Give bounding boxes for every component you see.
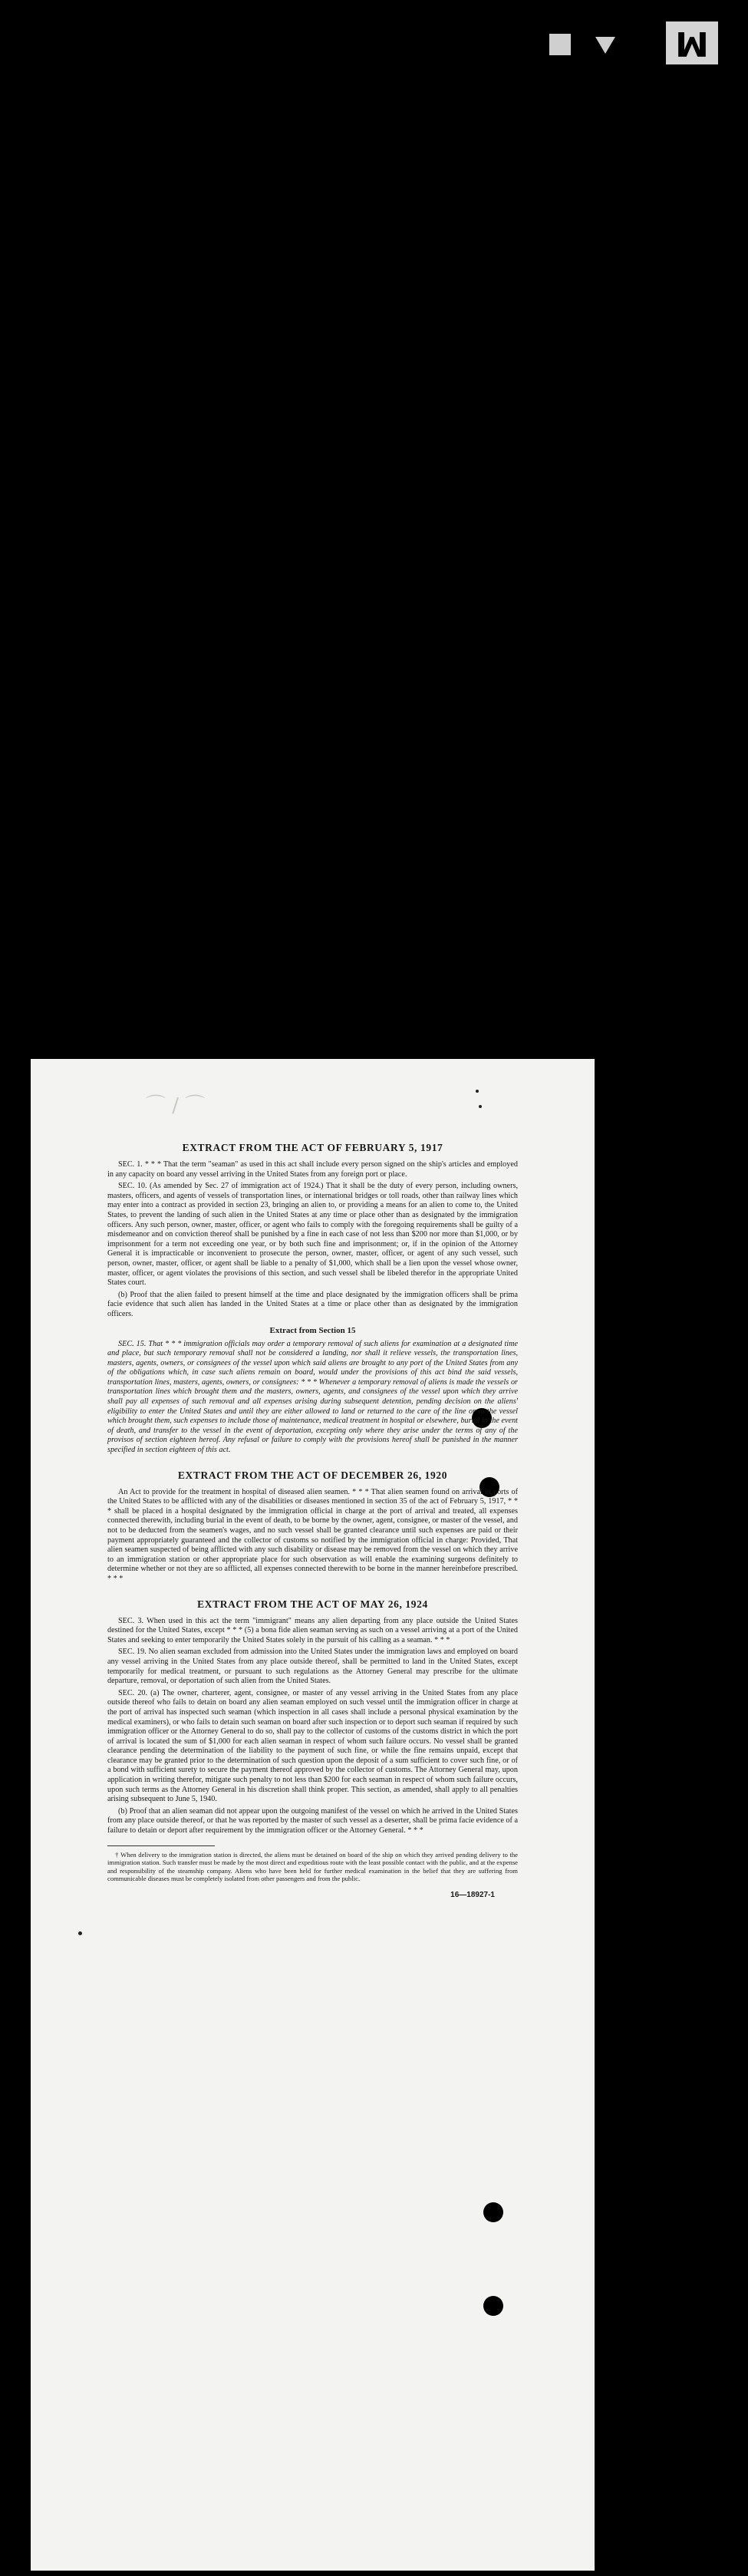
speck bbox=[479, 1105, 482, 1108]
document-body bbox=[107, 1128, 518, 1899]
margin-mark bbox=[78, 1931, 82, 1935]
section-19: SEC. 19. No alien seaman excluded from admission into the United States under the immigration laws and employed on board any vessel arriving in the United States from any place outside thereof, shall be permitted to land in the United States, except temporarily for medical treatment, or pursuant to such regulations as the Attorney General may prescribe for the ultimate departure, removal, or deportation of such alien from the United States. bbox=[107, 1648, 518, 1686]
section-10-b: (b) Proof that the alien failed to present himself at the time and place designated by the immigration officers shall be prima facie evidence that such alien has landed in the United States at a time or place other than as designated by the immigration officers. bbox=[107, 1290, 518, 1318]
bleed-through-mark: ⌒ ∕ ⌒ bbox=[146, 1094, 206, 1117]
section-15: SEC. 15. That * * * immigration officials may order a temporary removal of such aliens for examination at a designated time and place, but such temporary removal shall not be considered a landing, nor shall it relieve vessels, the transportation lines, masters, agents, owners, or consignees of the vessel upon which said aliens are brought to any port of the United States from any of the obligations which, in case such aliens remain on board, would under the provisions of this act bind the said vessels, transportation lines, masters, agents, owners, or consignees: * * * Whenever a temporary removal of aliens is made the vessels or transportation lines which brought them and the masters, owners, agents, and consignees of the vessel upon which they arrive shall pay all expenses of such removal and all expenses arising during subsequent detention, pending decision on the aliens' eligibility to enter the United States and until they are either allowed to land or returned to the care of the line or to the vessel which brought them, such expenses to include those of maintenance, medical treatment in hospital or elsewhere, burial in the event of death, and transfer to the vessel in the event of deportation, excepting only where they arise under the terms of any of the provisos of section eighteen hereof. Any refusal or failure to comply with the provisions hereof shall be punished in the manner specified in section eighteen of this act. bbox=[107, 1339, 518, 1455]
section-20-a: SEC. 20. (a) The owner, charterer, agent, consignee, or master of any vessel arriving in the United States from any place outside thereof who fails to detain on board any alien seaman employed on such vessel until the immigration officer in charge at the port of arrival has inspected such seaman (which inspection in all cases shall include a personal physical examination by the medical examiners), or who fails to detain such seaman on board after such inspection or to deport such seaman if required by such immigration officer or the Attorney General to do so, shall pay to the collector of customs of the customs district in which the port of arrival is located the sum of $1,000 for each alien seaman in respect of whom such failure occurs. No vessel shall be granted clearance pending the determination of the liability to the payment of such fine, or while the fine remains unpaid, except that clearance may be granted prior to the determination of such question upon the deposit of a sum sufficient to cover such fine, or of a bond with sufficient surety to secure the payment thereof approved by the collector of customs. The Attorney General may, upon application in writing therefor, mitigate such penalty to not less than $200 for each seaman in respect of whom such failure occurs, upon such terms as the Attorney General in his discretion shall think proper. This section, as amended, shall apply to all penalties arising subsequent to June 5, 1940. bbox=[107, 1688, 518, 1804]
section-3: SEC. 3. When used in this act the term "immigrant" means any alien departing from any place outside the United States destined for the United States, except * * * (5) a bona fide alien seaman serving as such on a vessel arriving at a port of the United States and seeking to enter temporarily the United States solely in the pursuit of his calling as a seaman. * * * bbox=[107, 1616, 518, 1644]
section-20-b: (b) Proof that an alien seaman did not appear upon the outgoing manifest of the vessel on which he arrived in the United States from any place outside thereof, or that he was reported by the master of such vessel as a deserter, shall be prima facie evidence of a failure to detain or deport after requirement by the immigration officer or the Attorney General. * * * bbox=[107, 1806, 518, 1836]
scanner-marker-triangle bbox=[595, 37, 615, 54]
heading-act-1920: EXTRACT FROM THE ACT OF DECEMBER 26, 1920 bbox=[177, 1469, 448, 1481]
footnote: † When delivery to the immigration station is directed, the aliens must be detained on board of the ship on which they arrived pending delivery to the immigration station. Such transfer must be made by the most direct and expeditious route with the least possible contact with the public, and at the expense and responsibility of the steamship company. Aliens who have been held for further medical examination in the belief that they are suffering from communicable diseases must be completely isolated from other passengers and from the public. bbox=[107, 1850, 518, 1883]
section-1: SEC. 1. * * * That the term "seaman" as used in this act shall include every person signed on the ship's articles and employed in any capacity on board any vessel arriving in the United States from any foreign port or place. bbox=[107, 1160, 518, 1179]
act-1920-text: An Act to provide for the treatment in hospital of diseased alien seamen. * * * That alien seamen found on arrival in ports of the United States to be afflicted with any of the disabilities or diseases mentioned in section 35 of the act of February 5, 1917, * * * shall be placed in a hospital designated by the immigration official in charge at the port of arrival and treated, all expenses connected therewith, including burial in the event of death, to be borne by the owner, agent, consignee, or master of the vessel, and not to be deducted from the seamen's wages, and no such vessel shall be granted clearance until such expenses are paid or their payment appropriately guaranteed and the collector of customs so notified by the immigration official in charge: Provided, That alien seamen suspected of being afflicted with any such disability or disease may be removed from the vessel on which they arrive to an immigration station or other appropriate place for such observation as will enable the examining surgeons definitely to determine whether or not they are so afflicted, all expenses connected therewith to be borne in the manner hereinbefore prescribed. * * * bbox=[107, 1487, 518, 1583]
scanner-marker-square bbox=[549, 34, 571, 55]
punch-hole bbox=[483, 2296, 503, 2316]
heading-act-1924: EXTRACT FROM THE ACT OF MAY 26, 1924 bbox=[197, 1598, 428, 1610]
section-10: SEC. 10. (As amended by Sec. 27 of immigration act of 1924.) That it shall be the duty of every person, including owners, masters, officers, and agents of vessels of transportation lines, or international bridges or toll roads, other than railway lines which may enter into a contract as provided in section 23, bringing an alien to, or providing a means for an alien to come to, the United States, to prevent the landing of such alien in the United States at any time or place other than as designated by the immigration officers. Any such person, owner, master, officer, or agent who fails to comply with the foregoing requirements shall be guilty of a misdemeanor and on conviction thereof shall be punished by a fine in each case of not less than $200 nor more than $1,000, or by imprisonment for a term not exceeding one year, or by both such fine and imprisonment; or, if in the opinion of the Attorney General it is impracticable or inconvenient to prosecute the person, owner, master, officer, or agent of any such vessel, such person, owner, master, officer, or agent shall be liable to a penalty of $1,000, which shall be a lien upon the vessel whose owner, master, officer, or agent violates the provisions of this section, and such vessel shall be libeled therefor in the appropriate United States court. bbox=[107, 1182, 518, 1288]
reel-label: M bbox=[666, 21, 718, 64]
heading-act-1917: EXTRACT FROM THE ACT OF FEBRUARY 5, 1917 bbox=[182, 1142, 443, 1153]
document-page bbox=[31, 1059, 595, 2571]
punch-hole bbox=[483, 2202, 503, 2222]
speck bbox=[476, 1090, 479, 1093]
footnote-divider bbox=[107, 1845, 215, 1846]
form-code: 16—18927-1 bbox=[450, 1891, 495, 1899]
subheading-section-15: Extract from Section 15 bbox=[269, 1325, 356, 1335]
